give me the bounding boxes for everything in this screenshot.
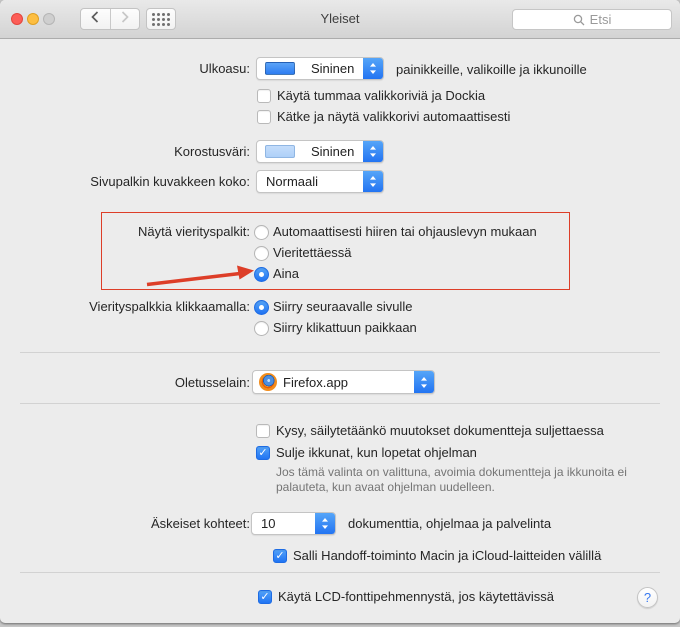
jump-to-spot-label: Siirry klikattuun paikkaan (273, 320, 417, 335)
default-browser-label: Oletusselain: (174, 375, 250, 390)
close-button[interactable] (11, 13, 23, 25)
help-button[interactable] (637, 587, 658, 608)
recent-items-suffix: dokumenttia, ohjelmaa ja palvelinta (348, 516, 552, 531)
search-input[interactable] (512, 9, 672, 30)
scrollbars-when-scrolling-label: Vieritettäessä (273, 245, 352, 260)
forward-button[interactable] (111, 9, 140, 29)
sidebar-icon-size-label: Sivupalkin kuvakkeen koko: (90, 174, 250, 189)
popup-arrows-icon (363, 171, 383, 192)
close-windows-note: Jos tämä valinta on valittuna, avoimia dokumentteja ja ikkunoita ei palauteta, kun avaat ohjelman uudelleen. (276, 465, 627, 494)
grid-icon (152, 13, 170, 26)
scrollbars-auto-radio[interactable] (254, 225, 269, 240)
minimize-button[interactable] (27, 13, 39, 25)
scrollbars-always-radio[interactable] (254, 267, 269, 282)
handoff-checkbox[interactable] (273, 549, 287, 563)
check-icon: ✓ (275, 549, 285, 562)
highlight-color-label: Korostusväri: (174, 144, 250, 159)
radio-dot (259, 272, 264, 277)
show-scrollbars-label: Näytä vierityspalkit: (138, 224, 250, 239)
click-scrollbar-label: Vierityspalkkia klikkaamalla: (89, 299, 250, 314)
chevron-left-icon (91, 10, 99, 28)
search-icon (573, 14, 585, 26)
jump-next-page-label: Siirry seuraavalle sivulle (273, 299, 413, 314)
help-question-label: ? (643, 590, 652, 605)
recent-items-label: Äskeiset kohteet: (151, 516, 250, 531)
radio-dot (259, 305, 264, 310)
appearance-label: Ulkoasu: (199, 61, 250, 76)
lcd-smoothing-checkbox[interactable] (258, 590, 272, 604)
check-icon: ✓ (260, 590, 270, 603)
search-placeholder: Etsi (589, 12, 612, 27)
popup-arrows-icon (315, 513, 335, 534)
history-nav (80, 8, 140, 30)
check-icon: ✓ (258, 446, 268, 459)
ask-keep-changes-label: Kysy, säilytetäänkö muutokset dokumentteja suljettaessa (276, 423, 604, 438)
firefox-icon (259, 373, 277, 391)
appearance-value: Sininen (311, 61, 355, 76)
popup-arrows-icon (363, 141, 383, 162)
recent-items-value: 10 (261, 516, 276, 531)
chevron-right-icon (121, 10, 129, 28)
divider (20, 572, 660, 573)
ask-keep-changes-checkbox[interactable] (256, 424, 270, 438)
back-button[interactable] (81, 9, 111, 29)
autohide-menubar-label: Kätke ja näytä valikkorivi automaattisesti (277, 109, 511, 124)
light-blue-color-swatch (265, 145, 295, 158)
popup-arrows-icon (363, 58, 383, 79)
dark-menubar-label: Käytä tummaa valikkoriviä ja Dockia (277, 88, 486, 103)
recent-items-popup[interactable] (251, 512, 336, 535)
highlight-color-popup[interactable] (256, 140, 384, 163)
autohide-menubar-checkbox[interactable] (257, 110, 271, 124)
lcd-smoothing-label: Käytä LCD-fonttipehmennystä, jos käytettävissä (278, 589, 555, 604)
show-all-button[interactable] (146, 8, 176, 30)
titlebar (0, 0, 680, 39)
jump-next-page-radio[interactable] (254, 300, 269, 315)
blue-color-swatch (265, 62, 295, 75)
annotation-arrow-icon (142, 263, 262, 293)
zoom-button[interactable] (43, 13, 55, 25)
popup-arrows-icon (414, 371, 434, 393)
jump-to-spot-radio[interactable] (254, 321, 269, 336)
appearance-suffix: painikkeille, valikoille ja ikkunoille (396, 62, 587, 77)
highlight-color-value: Sininen (311, 144, 355, 159)
dark-menubar-checkbox[interactable] (257, 89, 271, 103)
scrollbars-always-label: Aina (273, 266, 300, 281)
divider (20, 403, 660, 404)
window-title: Yleiset (320, 11, 360, 26)
divider (20, 352, 660, 353)
close-windows-checkbox[interactable] (256, 446, 270, 460)
appearance-popup[interactable] (256, 57, 384, 80)
default-browser-popup[interactable] (252, 370, 435, 394)
sidebar-icon-size-value: Normaali (266, 174, 319, 189)
scrollbars-when-scrolling-radio[interactable] (254, 246, 269, 261)
scrollbars-auto-label: Automaattisesti hiiren tai ohjauslevyn mukaan (273, 224, 537, 239)
handoff-label: Salli Handoff-toiminto Macin ja iCloud-laitteiden välillä (293, 548, 602, 563)
close-windows-label: Sulje ikkunat, kun lopetat ohjelman (276, 445, 477, 460)
sidebar-icon-size-popup[interactable] (256, 170, 384, 193)
default-browser-value: Firefox.app (283, 374, 349, 390)
